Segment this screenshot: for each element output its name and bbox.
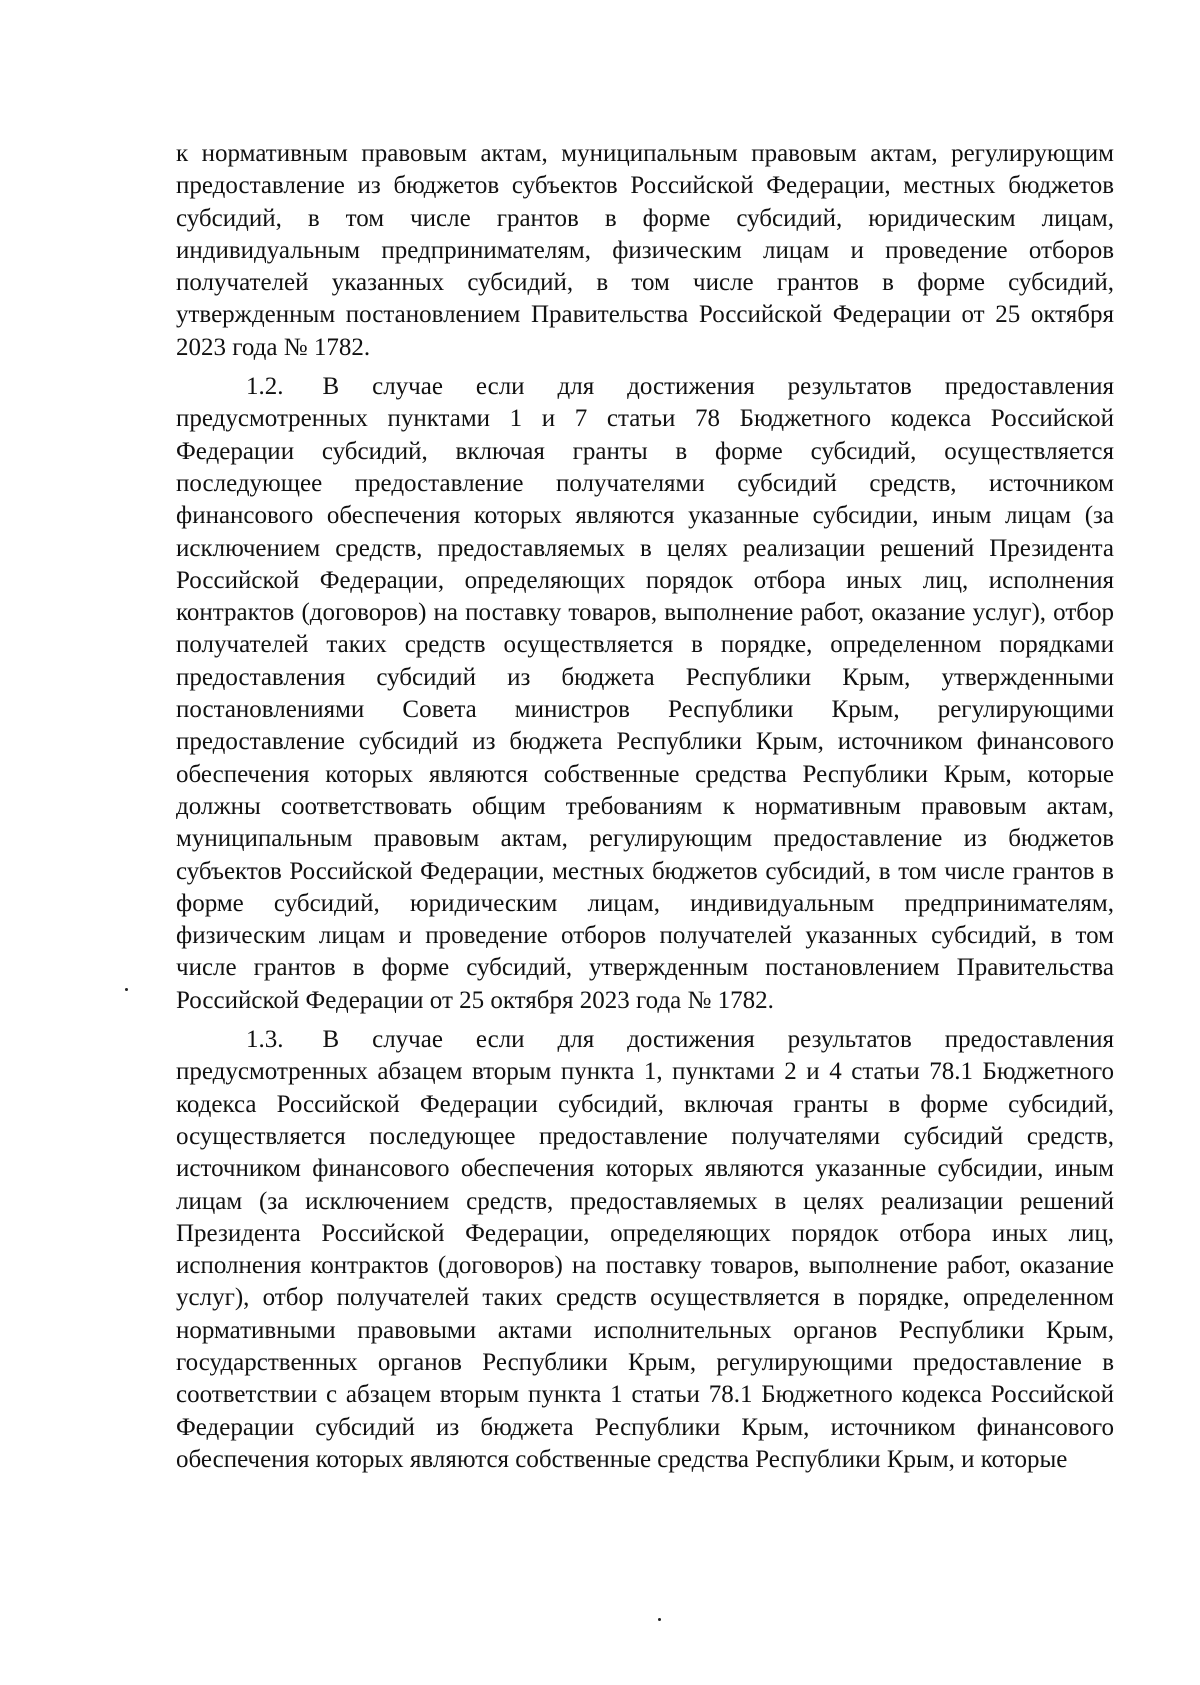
section-text: В случае если для достижения результатов предоставления предусмотренных пунктами 1 и 7 статьи 78 Бюджетного кодекса Российской Федерации субсидий, включая гранты в форме субсидий, осуществляется последующее предоставление получателями субсидий средств, источником финансового обеспечения которых являются указанные субсидии, иным лицам (за исключением средств, предоставляемых в целях реализации решений Президента Российской Федерации, определяющих порядок отбора иных лиц, исполнения контрактов (договоров) на поставку товаров, выполнение работ, оказание услуг), отбор получателей таких средств осуществляется в порядке, определенном порядками предоставления субсидий из бюджета Республики Крым, утвержденными постановлениями Совета министров Республики Крым, регулирующими предоставление субсидий из бюджета Республики Крым, источником финансового обеспечения которых являются собственные средства Республики Крым, которые должны соответствовать общим требованиям к нормативным правовым актам, муниципальным правовым актам, регулирующим предоставление из бюджетов субъектов Российской Федерации, местных бюджетов субсидий, в том числе грантов в форме субсидий, юридическим лицам, индивидуальным предпринимателям, физическим лицам и проведение отборов получателей указанных субсидий, в том числе грантов в форме субсидий, утвержденным постановлением Правительства Российской Федерации от 25 октября 2023 года № 1782. [176,373,1115,1014]
section-1-3-paragraph [176,1024,1114,1476]
scan-speck [658,1618,661,1621]
section-number: 1.2. [246,373,284,401]
document-body [176,138,1114,1476]
continuation-paragraph: к нормативным правовым актам, муниципальным правовым актам, регулирующим предоставление из бюджетов субъектов Российской Федерации, местных бюджетов субсидий, в том числе грантов в форме субсидий, юридическим лицам, индивидуальным предпринимателям, физическим лицам и проведение отборов получателей указанных субсидий, в том числе грантов в форме субсидий, утвержденным постановлением Правительства Российской Федерации от 25 октября 2023 года № 1782. [176,140,1114,361]
scan-speck [125,988,128,991]
section-text: В случае если для достижения результатов предоставления предусмотренных абзацем вторым пункта 1, пунктами 2 и 4 статьи 78.1 Бюджетного кодекса Российской Федерации субсидий, включая гранты в форме субсидий, осуществляется последующее предоставление получателями субсидий средств, источником финансового обеспечения которых являются указанные субсидии, иным лицам (за исключением средств, предоставляемых в целях реализации решений Президента Российской Федерации, определяющих порядок отбора иных лиц, исполнения контрактов (договоров) на поставку товаров, выполнение работ, оказание услуг), отбор получателей таких средств осуществляется в порядке, определенном нормативными правовыми актами исполнительных органов Республики Крым, государственных органов Республики Крым, регулирующими предоставление в соответствии с абзацем вторым пункта 1 статьи 78.1 Бюджетного кодекса Российской Федерации субсидий из бюджета Республики Крым, источником финансового обеспечения которых являются собственные средства Республики Крым, и которые [176,1026,1115,1473]
section-1-2-paragraph [176,371,1114,1017]
section-number: 1.3. [246,1026,284,1054]
